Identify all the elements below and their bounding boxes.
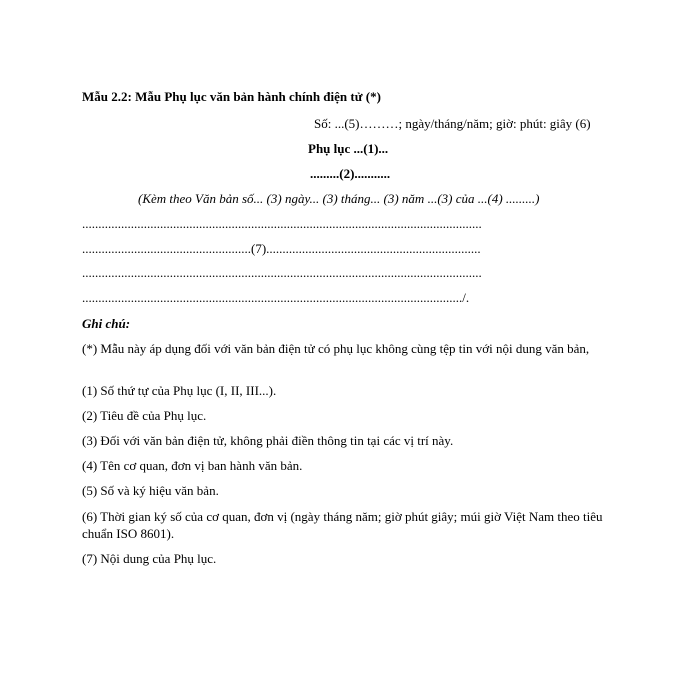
appendix-number-line: Phụ lục ...(1)...: [308, 141, 389, 156]
content-line: ....................................................(7)..................................................................: [82, 241, 481, 256]
attached-to-line: (Kèm theo Văn bản số... (3) ngày... (3) tháng... (3) năm ...(3) của ...(4) .........): [138, 191, 540, 206]
content-line: ...........................................................................................................................: [82, 216, 482, 231]
appendix-title-line: .........(2)...........: [310, 166, 391, 181]
content-line: ...................................................................................................................../.: [82, 290, 470, 305]
notes-heading: Ghi chú:: [82, 316, 131, 331]
note-item: (1) Số thứ tự của Phụ lục (I, II, III...).: [82, 383, 277, 398]
note-item: (5) Số và ký hiệu văn bản.: [82, 483, 219, 498]
document-number-line: Số: ...(5)………; ngày/tháng/năm; giờ: phút: giây (6): [314, 116, 591, 131]
content-line: ...........................................................................................................................: [82, 265, 482, 280]
note-item: (7) Nội dung của Phụ lục.: [82, 551, 217, 566]
note-item: (2) Tiêu đề của Phụ lục.: [82, 408, 207, 423]
note-item: (4) Tên cơ quan, đơn vị ban hành văn bản.: [82, 458, 303, 473]
note-item: (3) Đối với văn bản điện tử, không phải điền thông tin tại các vị trí này.: [82, 433, 454, 448]
note-item: (*) Mẫu này áp dụng đối với văn bản điện tử có phụ lục không cùng tệp tin với nội dung văn bản,: [82, 341, 590, 356]
note-item: (6) Thời gian ký số của cơ quan, đơn vị (ngày tháng năm; giờ phút giây; múi giờ Việt Nam theo tiêu chuẩn ISO 8601).: [82, 509, 603, 541]
document-title: Mẫu 2.2: Mẫu Phụ lục văn bản hành chính điện tử (*): [82, 89, 381, 104]
